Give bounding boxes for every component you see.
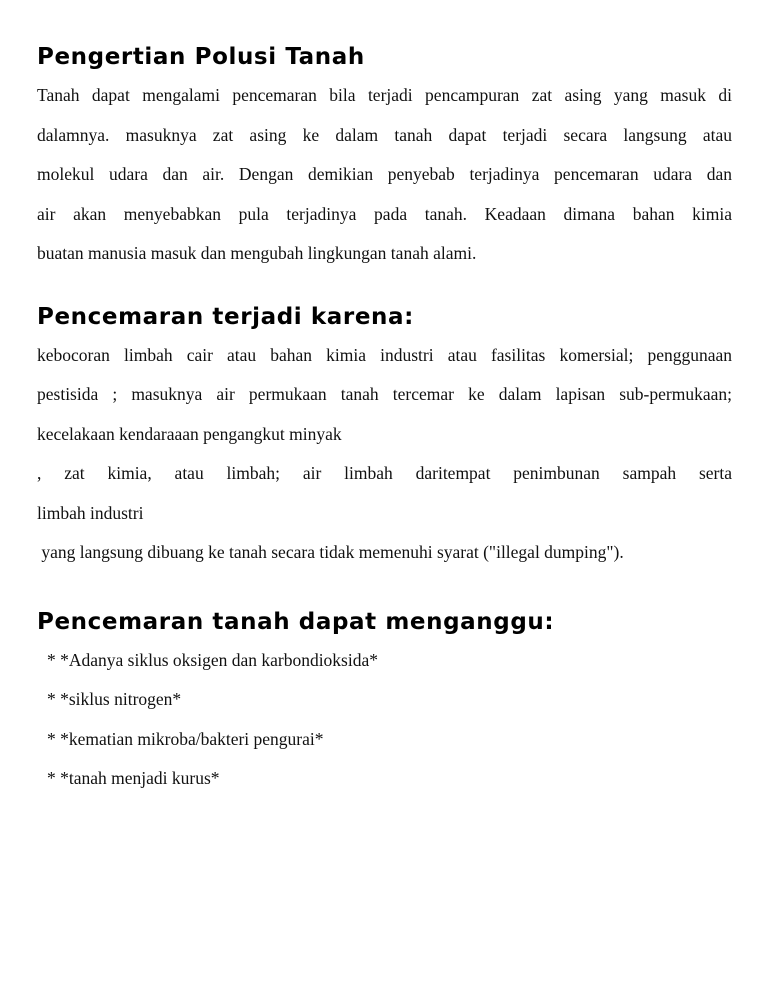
list-item: * *Adanya siklus oksigen dan karbondioksida* <box>47 649 378 670</box>
document-page <box>37 38 732 799</box>
paragraph-line: Tanah dapat mengalami pencemaran bila terjadi pencampuran zat asing yang masuk di <box>37 85 732 105</box>
paragraph-line: air akan menyebabkan pula terjadinya pada tanah. Keadaan dimana bahan kimia <box>37 203 732 224</box>
paragraph-line: dalamnya. masuknya zat asing ke dalam tanah dapat terjadi secara langsung atau <box>37 124 732 145</box>
paragraph-pengertian <box>37 76 732 274</box>
list-item: * *tanah menjadi kurus* <box>47 768 220 788</box>
paragraph-line: yang langsung dibuang ke tanah secara tidak memenuhi syarat ("illegal dumping"). <box>37 542 624 562</box>
list-item: * *siklus nitrogen* <box>47 689 182 709</box>
paragraph-line: kecelakaan kendaraaan pengangkut minyak <box>37 423 342 444</box>
paragraph-penyebab <box>37 336 732 573</box>
paragraph-line: pestisida ; masuknya air permukaan tanah tercemar ke dalam lapisan sub-permukaan; <box>37 384 732 404</box>
paragraph-line: molekul udara dan air. Dengan demikian penyebab terjadinya pencemaran udara dan <box>37 164 732 184</box>
paragraph-line: kebocoran limbah cair atau bahan kimia industri atau fasilitas komersial; penggunaan <box>37 344 732 365</box>
list-item: * *kematian mikroba/bakteri pengurai* <box>47 728 324 749</box>
section-heading-dampak: Pencemaran tanah dapat menganggu: <box>37 608 555 635</box>
section-heading-penyebab: Pencemaran terjadi karena: <box>37 303 414 330</box>
paragraph-line: , zat kimia, atau limbah; air limbah daritempat penimbunan sampah serta <box>37 463 732 483</box>
impact-list <box>37 641 732 799</box>
paragraph-line: limbah industri <box>37 502 144 523</box>
paragraph-line: buatan manusia masuk dan mengubah lingkungan tanah alami. <box>37 243 477 263</box>
section-heading-pengertian: Pengertian Polusi Tanah <box>37 44 365 70</box>
